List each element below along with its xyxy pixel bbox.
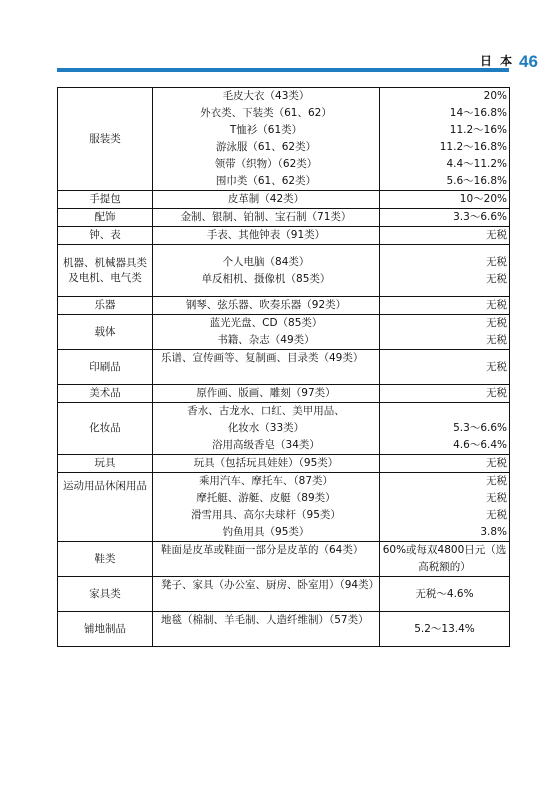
table-row [58, 191, 510, 209]
item-text: 蓝光光盘、CD（85类） [209, 317, 323, 329]
items-cell [153, 577, 380, 612]
rate-text: 3.3～6.6% [453, 211, 507, 223]
rate-text: 14～16.8% [449, 107, 507, 119]
rates-cell [380, 403, 510, 455]
item-text: 乐谱、宣传画等、复制画、目录类（49类） [161, 352, 364, 364]
item-text: 金制、银制、铂制、宝石制（71类） [180, 211, 352, 223]
rate-text: 20% [483, 90, 507, 102]
rates-cell [380, 385, 510, 403]
rate-text: 3.8% [480, 526, 507, 538]
category-cell: 载体 [58, 315, 153, 350]
rates-cell [380, 88, 510, 191]
rate-text: 无税 [486, 457, 507, 469]
rate-text: 无税 [486, 334, 507, 346]
table-row [58, 88, 510, 191]
rate-text: 4.6～6.4% [453, 439, 507, 451]
items-cell [153, 542, 380, 577]
rate-text: 11.2～16% [449, 124, 507, 136]
items-cell [153, 473, 380, 542]
item-text: 毛皮大衣（43类） [222, 90, 310, 102]
rate-text: 无税 [486, 509, 507, 521]
table-row [58, 403, 510, 455]
items-cell [153, 612, 380, 647]
table-row [58, 385, 510, 403]
items-cell [153, 209, 380, 227]
items-cell [153, 297, 380, 315]
item-text: 鞋面是皮革或鞋面一部分是皮革的（64类） [161, 544, 364, 556]
rate-text: 无税 [486, 360, 507, 373]
rates-cell [380, 315, 510, 350]
items-cell [153, 88, 380, 191]
category-cell: 化妆品 [58, 403, 153, 455]
rate-text: 无税 [486, 387, 507, 399]
category-cell: 手提包 [58, 191, 153, 209]
item-text: 钓鱼用具（95类） [222, 526, 310, 538]
rate-text: 11.2～16.8% [439, 141, 507, 153]
category-cell: 美术品 [58, 385, 153, 403]
table-row [58, 577, 510, 612]
item-text: 单反相机、摄像机（85类） [201, 272, 331, 285]
rate-text: 5.3～6.6% [453, 422, 507, 434]
rate-text: 60%或每双4800日元（选高税额的） [382, 544, 507, 573]
item-text: 地毯（棉制、羊毛制、人造纤维制）（57类） [161, 614, 369, 626]
rates-cell [380, 209, 510, 227]
items-cell [153, 350, 380, 385]
item-text: 乘用汽车、摩托车、（87类） [198, 475, 334, 487]
items-cell [153, 455, 380, 473]
rate-text: 4.4～11.2% [446, 158, 507, 170]
category-cell: 机器、机械器具类及电机、电气类 [58, 245, 153, 297]
item-text: 个人电脑（84类） [222, 255, 310, 268]
rate-text: 无税 [486, 492, 507, 504]
rate-text: 无税 [486, 317, 507, 329]
rates-cell [380, 245, 510, 297]
rate-text: 无税～4.6% [415, 587, 474, 600]
item-text: 原作画、版画、雕刻（97类） [196, 387, 336, 399]
item-text: 玩具（包括玩具娃娃）（95类） [193, 457, 339, 469]
items-cell [153, 315, 380, 350]
category-cell: 钟、表 [58, 227, 153, 245]
tariff-table [57, 87, 510, 647]
rate-text [382, 403, 507, 420]
rate-text: 无税 [486, 475, 507, 487]
rates-cell [380, 227, 510, 245]
item-text: 香水、古龙水、口红、美甲用品、 [187, 405, 345, 417]
item-text: 领带（织物）（62类） [214, 158, 318, 170]
rate-text: 无税 [486, 255, 507, 268]
rates-cell [380, 473, 510, 542]
item-text: 游泳服（61、62类） [215, 141, 317, 153]
item-text: 外衣类、下装类（61、62） [200, 107, 332, 119]
table-row [58, 227, 510, 245]
table-row [58, 542, 510, 577]
category-cell: 铺地制品 [58, 612, 153, 647]
header-rule [57, 68, 509, 72]
rates-cell [380, 577, 510, 612]
category-cell: 玩具 [58, 455, 153, 473]
rates-cell [380, 191, 510, 209]
item-text: 凳子、家具（办公室、厨房、卧室用）（94类） [161, 579, 380, 591]
header-title: 日 本 [480, 54, 515, 68]
rates-cell [380, 612, 510, 647]
category-cell: 乐器 [58, 297, 153, 315]
category-cell: 运动用品休闲用品 [58, 473, 153, 542]
item-text: 钢琴、弦乐器、吹奏乐器（92类） [185, 299, 347, 311]
table-row [58, 473, 510, 542]
rates-cell [380, 455, 510, 473]
item-text: 围巾类（61、62类） [215, 175, 317, 187]
rate-text: 无税 [486, 272, 507, 285]
items-cell [153, 385, 380, 403]
item-text: 滑雪用具、高尔夫球杆（95类） [191, 509, 341, 521]
table-row [58, 209, 510, 227]
table-row [58, 612, 510, 647]
items-cell [153, 227, 380, 245]
category-cell: 服装类 [58, 88, 153, 191]
table-row [58, 350, 510, 385]
category-cell: 印刷品 [58, 350, 153, 385]
items-cell [153, 191, 380, 209]
item-text: 皮革制（42类） [227, 193, 305, 205]
item-text: 手表、其他钟表（91类） [206, 229, 326, 241]
rates-cell [380, 350, 510, 385]
table-row [58, 297, 510, 315]
rate-text: 无税 [486, 229, 507, 241]
table-row [58, 315, 510, 350]
category-cell: 鞋类 [58, 542, 153, 577]
rate-text: 无税 [486, 299, 507, 311]
rates-cell [380, 542, 510, 577]
category-cell: 配饰 [58, 209, 153, 227]
item-text: 浴用高级香皂（34类） [212, 439, 320, 451]
table-row [58, 455, 510, 473]
table-row [58, 245, 510, 297]
item-text: 化妆水（33类） [227, 422, 305, 434]
items-cell [153, 403, 380, 455]
rates-cell [380, 297, 510, 315]
item-text: 书籍、杂志（49类） [217, 334, 315, 346]
rate-text: 10～20% [459, 193, 507, 205]
category-cell: 家具类 [58, 577, 153, 612]
page-number: 46 [519, 52, 538, 71]
rate-text: 5.6～16.8% [446, 175, 507, 187]
item-text: T恤衫（61类） [229, 124, 303, 136]
rate-text: 5.2～13.4% [414, 622, 475, 635]
item-text: 摩托艇、游艇、皮艇（89类） [196, 492, 336, 504]
items-cell [153, 245, 380, 297]
